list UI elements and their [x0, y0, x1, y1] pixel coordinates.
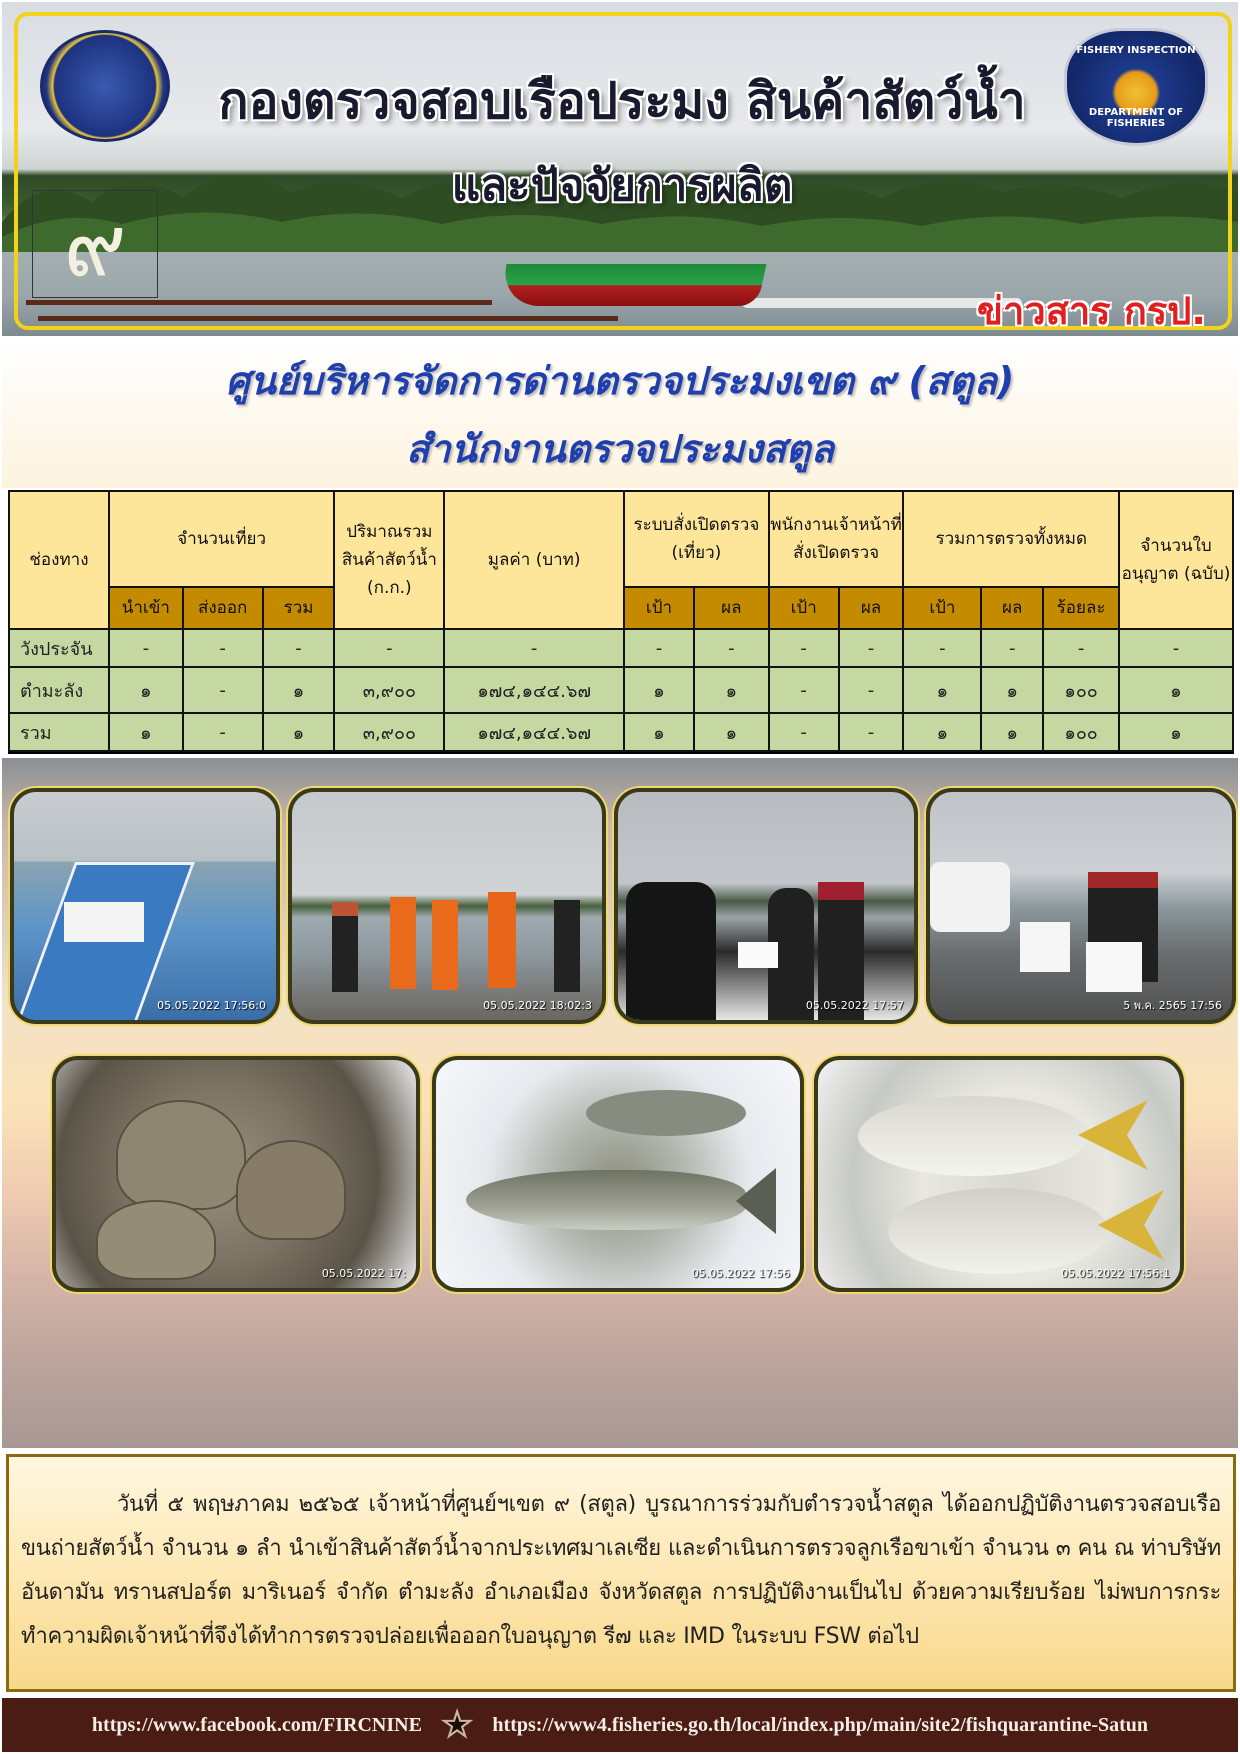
decorative-rule: [38, 316, 618, 321]
cell-off-target: -: [769, 667, 839, 713]
statistics-table: [8, 490, 1234, 752]
header-banner: [2, 2, 1238, 336]
cell-value: ๑๗๔,๑๔๔.๖๗: [444, 713, 624, 751]
logo-text-bottom: DEPARTMENT OF FISHERIES: [1088, 107, 1184, 129]
website-link[interactable]: https://www4.fisheries.go.th/local/index.php/main/site2/fishquarantine-Satun: [492, 1713, 1149, 1736]
cell-channel: วังประจัน: [9, 629, 109, 667]
cell-permits: -: [1119, 629, 1233, 667]
photo-timestamp: 05.05.2022 17:: [321, 1267, 406, 1280]
header-total-inspection: รวมการตรวจทั้งหมด: [903, 491, 1119, 587]
photo-officers-group: [288, 788, 606, 1024]
cell-total: -: [263, 629, 335, 667]
cell-export: -: [183, 713, 263, 751]
header-trips: จำนวนเที่ยว: [109, 491, 335, 587]
photo-timestamp: 05.05.2022 18:02:3: [483, 999, 592, 1012]
cell-off-target: -: [769, 713, 839, 751]
cell-all-result: ๑: [981, 713, 1043, 751]
banner-title-line2: และปัจจัยการผลิต: [451, 160, 793, 211]
news-description-box: [6, 1454, 1236, 1692]
cell-export: -: [183, 667, 263, 713]
photo-timestamp: 05.05.2022 17:57: [805, 999, 904, 1012]
cell-import: ๑: [109, 667, 183, 713]
cell-value: ๑๗๔,๑๔๔.๖๗: [444, 667, 624, 713]
heading-line2: สำนักงานตรวจประมงสตูล: [406, 427, 834, 471]
cell-all-target: ๑: [903, 667, 981, 713]
cell-export: -: [183, 629, 263, 667]
header-system: ระบบสั่งเปิดตรวจ (เที่ยว): [624, 491, 769, 587]
cell-channel: รวม: [9, 713, 109, 751]
footer-links: [2, 1698, 1238, 1752]
photo-timestamp: 5 พ.ค. 2565 17:56: [1123, 999, 1222, 1012]
cell-all-target: ๑: [903, 713, 981, 751]
facebook-link[interactable]: https://www.facebook.com/FIRCNINE: [91, 1713, 422, 1736]
cell-permits: ๑: [1119, 713, 1233, 751]
cell-total: ๑: [263, 667, 335, 713]
photo-horseshoe-crabs: [52, 1056, 420, 1292]
photo-gallery: [2, 758, 1238, 1448]
photo-boat-cargo: [10, 788, 280, 1024]
subheader-export: ส่งออก: [183, 587, 263, 629]
table-row: [9, 629, 1233, 667]
subheader-all-result: ผล: [981, 587, 1043, 629]
photo-barramundi: [432, 1056, 804, 1292]
photo-timestamp: 05.05.2022 17:56: [691, 1267, 790, 1280]
photo-timestamp: 05.05.2022 17:56:1: [1061, 1267, 1170, 1280]
table-row: [9, 667, 1233, 713]
cell-all-result: ๑: [981, 667, 1043, 713]
cell-import: ๑: [109, 713, 183, 751]
office-heading: [2, 338, 1238, 488]
cell-off-result: -: [839, 629, 904, 667]
header-quantity: ปริมาณรวมสินค้าสัตว์น้ำ (ก.ก.): [334, 491, 444, 629]
cell-sys-result: ๑: [694, 713, 769, 751]
cell-value: -: [444, 629, 624, 667]
photo-pomfret: [814, 1056, 1184, 1292]
subheader-total: รวม: [263, 587, 335, 629]
subheader-system-result: ผล: [694, 587, 769, 629]
cell-percent: -: [1043, 629, 1119, 667]
subheader-officer-target: เป้า: [769, 587, 839, 629]
cell-sys-target: -: [624, 629, 694, 667]
cell-percent: ๑๐๐: [1043, 667, 1119, 713]
cell-off-target: -: [769, 629, 839, 667]
ministry-seal-logo: [40, 30, 170, 142]
cell-quantity: ๓,๙๐๐: [334, 713, 444, 751]
table-row: [9, 713, 1233, 751]
cell-off-result: -: [839, 667, 904, 713]
cell-sys-result: ๑: [694, 667, 769, 713]
cell-quantity: ๓,๙๐๐: [334, 667, 444, 713]
cell-off-result: -: [839, 713, 904, 751]
decorative-rule: [26, 300, 492, 305]
cell-import: -: [109, 629, 183, 667]
statistics-table-container: [8, 490, 1234, 754]
subheader-percent: ร้อยละ: [1043, 587, 1119, 629]
cell-total: ๑: [263, 713, 335, 751]
cell-percent: ๑๐๐: [1043, 713, 1119, 751]
star-icon: ★: [441, 1707, 473, 1744]
banner-title-line1: กองตรวจสอบเรือประมง สินค้าสัตว์น้ำ: [218, 72, 1026, 130]
photo-timestamp: 05.05.2022 17:56:0: [157, 999, 266, 1012]
cell-all-target: -: [903, 629, 981, 667]
cell-quantity: -: [334, 629, 444, 667]
header-value: มูลค่า (บาท): [444, 491, 624, 629]
header-officer: พนักงานเจ้าหน้าที่สั่งเปิดตรวจ: [769, 491, 904, 587]
cell-channel: ตำมะลัง: [9, 667, 109, 713]
heading-line1: ศูนย์บริหารจัดการด่านตรวจประมงเขต ๙ (สตูล): [225, 359, 1015, 403]
longtail-boat: [498, 264, 767, 306]
subheader-all-target: เป้า: [903, 587, 981, 629]
cell-sys-result: -: [694, 629, 769, 667]
cell-sys-target: ๑: [624, 667, 694, 713]
region-number-box: ๙: [32, 190, 158, 298]
header-channel: ช่องทาง: [9, 491, 109, 629]
subheader-system-target: เป้า: [624, 587, 694, 629]
logo-text-top: FISHERY INSPECTION: [1076, 45, 1196, 56]
fishery-inspection-logo: [1064, 28, 1208, 146]
header-permits: จำนวนใบอนุญาต (ฉบับ): [1119, 491, 1233, 629]
subheader-officer-result: ผล: [839, 587, 904, 629]
cell-permits: ๑: [1119, 667, 1233, 713]
cell-all-result: -: [981, 629, 1043, 667]
cell-sys-target: ๑: [624, 713, 694, 751]
subheader-import: นำเข้า: [109, 587, 183, 629]
photo-document-inspection: [614, 788, 918, 1024]
news-description-text: วันที่ ๕ พฤษภาคม ๒๕๖๕ เจ้าหน้าที่ศูนย์ฯเขต ๙ (สตูล) บูรณาการร่วมกับตำรวจน้ำสตูล ได้ออกปฏิบัติงานตรวจสอบเรือขนถ่ายสัตว์น้ำ จำนวน ๑ ลำ นำเข้าสินค้าสัตว์น้ำจากประเทศมาเลเซีย และดำเนินการตรวจลูกเรือขาเข้า จำนวน ๓ คน ณ ท่าบริษัทอันดามัน ทรานสปอร์ต มาริเนอร์ จำกัด ตำมะลัง อำเภอเมือง จังหวัดสตูล การปฏิบัติงานเป็นไป ด้วยความเรียบร้อย ไม่พบการกระทำความผิดเจ้าหน้าที่จึงได้ทำการตรวจปล่อยเพื่อออกใบอนุญาต รี๗ และ IMD ในระบบ FSW ต่อไป: [21, 1492, 1221, 1649]
photo-pier-cargo: [926, 788, 1236, 1024]
news-label: ข่าวสาร กรป.: [977, 289, 1206, 333]
